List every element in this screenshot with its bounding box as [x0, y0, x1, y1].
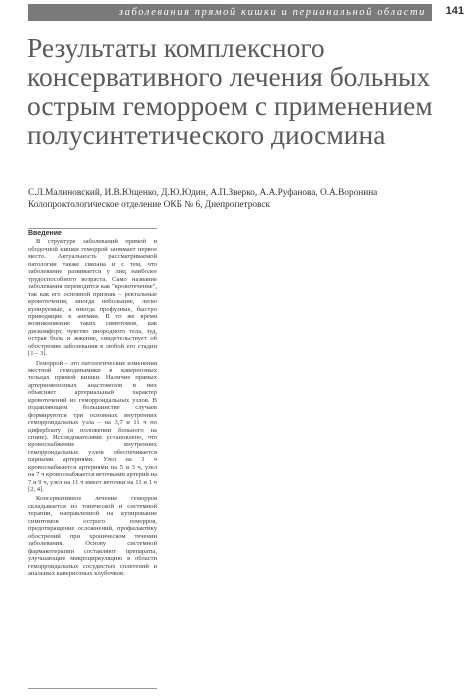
article-title: Результаты комплексного консервативного лечения больных острым геморроем с применением полусинтетического диосмина: [27, 32, 433, 150]
affiliation-line: Колопроктологическое отделение ОКБ № 6, Днепропетровск: [28, 200, 271, 210]
body-paragraph: Консервативное лечение геморроя складывается из тонической и системной терапии, направленной на купирование симптомов острого геморроя, предотвращение осложнений, профилактику обострений при хроническом течении заболевания. Основу системной фармакотерапии составляют препараты, улучшающие микроциркуляцию в области геморроидальных сосудистых сплетений и анальных кавернозных клубочков.: [28, 495, 157, 577]
authors-line: С.Л.Малиновский, И.В.Ющенко, Д.Ю.Юдин, А.П.Зверко, А.А.Руфанова, О.А.Воронина: [28, 188, 378, 198]
body-paragraph: В структуре заболеваний прямой и ободочной кишки геморрой занимает первое место. Актуальность рассматриваемой патологии также связана и с тем, что заболевание развивается у лиц наиболее трудоспособного возраста. Само название заболевания переводится как "кровотечение", так как его основной признак – ректальные кровотечения, иногда небольшие, легко купируемые, а иногда профузные, быстро приводящие к анемии. В то же время возникновение таких симптомов, как дискомфорт, чувство инородного тела, зуд, острая боль и жжение, свидетельствует об обострении заболевания в любой его стадии [1 – 3].: [28, 238, 157, 358]
column-bottom-rule: [28, 688, 157, 689]
body-column: [28, 228, 157, 579]
section-heading-introduction: Введение: [28, 228, 157, 237]
page-number: 141: [445, 5, 464, 17]
body-paragraph: Геморрой – это патологические изменения местной гемодинамики в кавернозных тельцах прямой кишки. Наличие прямых артериовенозных анастомозов в них объясняет артериальный характер кровотечений из геморроидальных узлов. В подавляющем большинстве случаев формируются три основных внутренних геморроидальных узла – на 3,7 и 11 ч по циферблату (в положении больного на спине). Исследователями установлено, что кровоснабжение внутренних геморроидальных узлов обеспечивается парными артериями. Узел на 3 ч кровоснабжается артериями на 5 и 3 ч, узел на 7 ч кровоснабжается веточками артерий на 7 и 9 ч, узел на 11 ч имеет веточки на 11 и 1 ч [2, 4].: [28, 359, 157, 494]
running-header-text: заболевания прямой кишки и перианальной области: [118, 7, 426, 18]
running-header: [28, 4, 432, 21]
author-block: [28, 187, 458, 211]
